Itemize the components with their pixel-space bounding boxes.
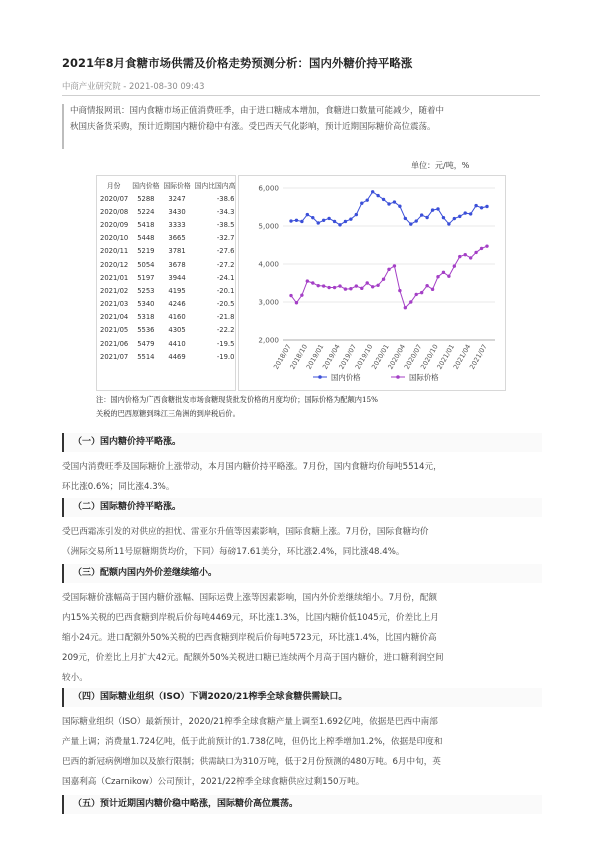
data-point bbox=[382, 278, 385, 281]
article-datetime: 2021-08-30 09:43 bbox=[129, 81, 205, 91]
section-paragraph bbox=[62, 522, 542, 562]
data-point bbox=[382, 198, 385, 201]
x-tick-label: 2019/07 bbox=[337, 343, 359, 371]
data-point bbox=[387, 202, 390, 205]
section-heading: （五）预计近期国内糖价稳中略涨，国际糖价高位震荡。 bbox=[62, 795, 542, 814]
x-tick-label: 2020/01 bbox=[370, 343, 391, 371]
paragraph-line: 209元，价差比上月扩大42元。配额外50%关税进口糖已连续两个月高于国内糖价，进口糖利润空间 bbox=[62, 653, 444, 663]
table-cell-month: 2021/04 bbox=[100, 313, 129, 322]
section-paragraph bbox=[62, 588, 542, 688]
paragraph-line: 较小。 bbox=[62, 673, 88, 683]
y-tick-label: 3,000 bbox=[258, 297, 279, 307]
data-point bbox=[458, 255, 461, 258]
data-point bbox=[393, 264, 396, 267]
table-row bbox=[97, 232, 237, 245]
data-point bbox=[349, 217, 352, 220]
data-point bbox=[420, 213, 423, 216]
table-cell-month: 2020/09 bbox=[100, 220, 129, 229]
table-row bbox=[97, 298, 237, 311]
data-point bbox=[485, 244, 488, 247]
y-tick-label: 4,000 bbox=[258, 259, 279, 269]
data-point bbox=[360, 287, 363, 290]
table-cell-intl: 3333 bbox=[168, 220, 186, 229]
paragraph-line: 缩小24元。进口配额外50%关税的巴西食糖到岸税后价每吨5723元，环比涨1.4%，比国内糖价高 bbox=[62, 633, 437, 643]
table-cell-intl: 4160 bbox=[168, 313, 186, 322]
table-cell-diff: -19.5 bbox=[216, 339, 235, 348]
table-cell-domestic: 5418 bbox=[137, 220, 155, 229]
table-row bbox=[97, 324, 237, 337]
paragraph-line: 巴西的新冠病例增加以及旅行限制；供需缺口为310万吨，低于2月份预测的480万吨。6月中旬，英 bbox=[62, 757, 441, 767]
x-tick-label: 2021/01 bbox=[435, 343, 457, 371]
data-point bbox=[344, 287, 347, 290]
y-tick-label: 6,000 bbox=[258, 183, 279, 193]
x-tick-label: 2021/07 bbox=[468, 343, 489, 371]
data-point bbox=[425, 216, 428, 219]
data-point bbox=[431, 208, 434, 211]
table-cell-domestic: 5448 bbox=[137, 234, 155, 243]
table-cell-diff: -27.6 bbox=[216, 247, 235, 256]
data-point bbox=[474, 251, 477, 254]
table-cell-intl: 3781 bbox=[168, 247, 186, 256]
data-point bbox=[398, 205, 401, 208]
intro-line: 中商情报网讯：国内食糖市场正值消费旺季，由于进口糖成本增加，食糖进口数量可能减少，随着中 bbox=[70, 106, 445, 116]
y-tick-label: 2,000 bbox=[258, 335, 279, 345]
meta-separator: - bbox=[123, 81, 127, 91]
x-tick-label: 2018/07 bbox=[272, 343, 293, 371]
x-tick-label: 2020/07 bbox=[402, 343, 424, 371]
x-tick-label: 2020/04 bbox=[386, 343, 408, 371]
data-point bbox=[480, 206, 483, 209]
data-point bbox=[447, 222, 450, 225]
data-point bbox=[371, 190, 374, 193]
data-point bbox=[366, 198, 369, 201]
data-point bbox=[311, 216, 314, 219]
table-cell-month: 2020/11 bbox=[100, 247, 129, 256]
article-source[interactable]: 中商产业研究院 bbox=[62, 81, 121, 91]
section-heading: （一）国内糖价持平略涨。 bbox=[62, 433, 542, 452]
data-point bbox=[355, 213, 358, 216]
table-cell-month: 2021/02 bbox=[100, 286, 129, 295]
data-point bbox=[415, 293, 418, 296]
section-heading: （四）国际糖业组织（ISO）下调2020/21榨季全球食糖供需缺口。 bbox=[62, 688, 542, 707]
paragraph-line: 内15%关税的巴西食糖到岸税后价每吨4469元，环比涨1.3%，比国内糖价低1045元，价差比上月 bbox=[62, 613, 439, 623]
table-cell-intl: 3678 bbox=[168, 260, 186, 269]
price-line-chart bbox=[239, 176, 505, 390]
table-cell-month: 2021/01 bbox=[100, 273, 129, 282]
data-point bbox=[398, 289, 401, 292]
x-tick-label: 2019/04 bbox=[321, 343, 342, 371]
section-heading: （二）国际糖价持平略涨。 bbox=[62, 498, 542, 517]
data-point bbox=[344, 220, 347, 223]
table-cell-diff: -38.6 bbox=[216, 194, 235, 203]
table-header-cell: 月份 bbox=[106, 182, 121, 190]
paragraph-line: 产量上调；消费量1.724亿吨，低于此前预计的1.738亿吨，但仍比上榨季增加1.2%，依据是印度和 bbox=[62, 737, 443, 747]
price-chart-panel bbox=[238, 175, 506, 391]
data-point bbox=[442, 216, 445, 219]
series-line bbox=[291, 192, 487, 225]
data-point bbox=[306, 213, 309, 216]
table-cell-diff: -24.1 bbox=[216, 273, 235, 282]
table-cell-diff: -21.8 bbox=[216, 313, 235, 322]
y-tick-label: 5,000 bbox=[258, 221, 279, 231]
section-paragraph bbox=[62, 457, 542, 497]
paragraph-line: 受国际糖价涨幅高于国内糖价涨幅、国际运费上涨等因素影响，国内外价差继续缩小。7月份，配额 bbox=[62, 593, 438, 603]
table-cell-diff: -20.5 bbox=[216, 300, 235, 309]
section-5 bbox=[62, 795, 542, 814]
paragraph-line: 国嘉利高（Czarnikow）公司预计，2021/22榨季全球食糖供应过剩150万吨。 bbox=[62, 777, 365, 787]
paragraph-line: 环比涨0.6%；同比涨4.3%。 bbox=[62, 482, 175, 492]
data-point bbox=[295, 301, 298, 304]
table-cell-intl: 4246 bbox=[168, 300, 186, 309]
x-tick-label: 2018/10 bbox=[288, 343, 310, 371]
table-header-cell: 国内价格 bbox=[132, 182, 160, 190]
data-point bbox=[458, 215, 461, 218]
data-point bbox=[311, 281, 314, 284]
x-tick-label: 2020/10 bbox=[419, 343, 440, 371]
data-point bbox=[453, 217, 456, 220]
table-body bbox=[97, 192, 237, 363]
data-point bbox=[404, 306, 407, 309]
paragraph-line: 受国内消费旺季及国际糖价上涨带动，本月国内糖价持平略涨。7月份，国内食糖均价每吨5514元， bbox=[62, 462, 442, 472]
figure-note bbox=[96, 393, 378, 420]
paragraph-line: 国际糖业组织（ISO）最新预计，2020/21榨季全球食糖产量上调至1.692亿吨，依据是巴西中南部 bbox=[62, 717, 438, 727]
table-cell-domestic: 5288 bbox=[137, 194, 155, 203]
data-point bbox=[480, 247, 483, 250]
data-point bbox=[355, 284, 358, 287]
table-row bbox=[97, 192, 237, 205]
table-cell-month: 2020/12 bbox=[100, 260, 129, 269]
data-point bbox=[360, 202, 363, 205]
table-cell-domestic: 5514 bbox=[137, 352, 155, 361]
table-row bbox=[97, 218, 237, 231]
data-point bbox=[404, 217, 407, 220]
data-point bbox=[442, 271, 445, 274]
table-cell-domestic: 5536 bbox=[137, 326, 155, 335]
data-point bbox=[306, 279, 309, 282]
data-point bbox=[317, 284, 320, 287]
table-cell-diff: -34.3 bbox=[216, 207, 235, 216]
data-point bbox=[464, 211, 467, 214]
data-point bbox=[425, 284, 428, 287]
table-row bbox=[97, 311, 237, 324]
data-point bbox=[464, 253, 467, 256]
data-point bbox=[338, 223, 341, 226]
data-point bbox=[409, 300, 412, 303]
data-point bbox=[436, 207, 439, 210]
note-line: 关税的巴西原糖到珠江三角洲的到岸税后价。 bbox=[96, 408, 240, 418]
data-point bbox=[376, 284, 379, 287]
table-header-row bbox=[97, 178, 237, 192]
table-cell-month: 2020/07 bbox=[100, 194, 129, 203]
figure-unit: 单位：元/吨，% bbox=[411, 161, 470, 170]
table-row bbox=[97, 245, 237, 258]
section-heading: （三）配额内国内外价差继续缩小。 bbox=[62, 564, 542, 583]
intro-block bbox=[62, 104, 544, 149]
divider bbox=[62, 95, 540, 96]
table-cell-domestic: 5318 bbox=[137, 313, 155, 322]
price-table bbox=[97, 178, 237, 363]
data-point bbox=[327, 286, 330, 289]
data-point bbox=[322, 284, 325, 287]
data-point bbox=[485, 205, 488, 208]
table-header-cell: 国内比国内高 bbox=[194, 182, 236, 190]
section-4 bbox=[62, 688, 542, 792]
table-cell-intl: 3944 bbox=[168, 273, 186, 282]
table-cell-domestic: 5340 bbox=[137, 300, 155, 309]
table-cell-domestic: 5253 bbox=[137, 286, 155, 295]
table-row bbox=[97, 205, 237, 218]
data-point bbox=[371, 285, 374, 288]
data-point bbox=[453, 264, 456, 267]
table-row bbox=[97, 258, 237, 271]
article-meta bbox=[62, 80, 204, 92]
table-cell-intl: 4469 bbox=[168, 352, 186, 361]
legend-label: 国内价格 bbox=[331, 373, 361, 382]
table-row bbox=[97, 350, 237, 363]
data-point bbox=[469, 212, 472, 215]
data-point bbox=[295, 219, 298, 222]
table-row bbox=[97, 337, 237, 350]
section-1 bbox=[62, 433, 542, 497]
table-cell-month: 2021/03 bbox=[100, 300, 129, 309]
data-point bbox=[474, 204, 477, 207]
table-cell-diff: -32.7 bbox=[216, 234, 235, 243]
data-point bbox=[469, 256, 472, 259]
table-cell-diff: -22.2 bbox=[216, 326, 235, 335]
figure bbox=[62, 157, 544, 420]
intro-line: 秋国庆备货采购，预计近期国内糖价稳中有涨。受巴西天气化影响，预计近期国际糖价高位震荡。 bbox=[70, 121, 436, 132]
data-point bbox=[420, 291, 423, 294]
legend-marker bbox=[318, 375, 322, 379]
paragraph-line: （洲际交易所11号原糖期货均价，下同）每磅17.61美分，环比涨2.4%，同比涨48.4%。 bbox=[62, 547, 405, 557]
table-cell-domestic: 5054 bbox=[137, 260, 155, 269]
data-point bbox=[333, 286, 336, 289]
table-cell-diff: -20.1 bbox=[216, 286, 235, 295]
section-2 bbox=[62, 498, 542, 562]
table-cell-month: 2020/08 bbox=[100, 207, 129, 216]
section-paragraph bbox=[62, 712, 542, 792]
data-point bbox=[327, 217, 330, 220]
table-cell-intl: 4410 bbox=[168, 339, 186, 348]
table-cell-domestic: 5224 bbox=[137, 207, 155, 216]
data-point bbox=[333, 220, 336, 223]
data-point bbox=[366, 281, 369, 284]
article-title: 2021年8月食糖市场供需及价格走势预测分析：国内外糖价持平略涨 bbox=[62, 56, 413, 70]
price-table-panel bbox=[96, 175, 236, 391]
data-point bbox=[447, 275, 450, 278]
legend-marker bbox=[396, 375, 400, 379]
table-cell-domestic: 5197 bbox=[137, 273, 155, 282]
data-point bbox=[436, 275, 439, 278]
table-row bbox=[97, 284, 237, 297]
data-point bbox=[300, 220, 303, 223]
x-tick-label: 2019/10 bbox=[353, 343, 375, 371]
data-point bbox=[349, 287, 352, 290]
table-row bbox=[97, 271, 237, 284]
data-point bbox=[409, 222, 412, 225]
table-cell-month: 2021/06 bbox=[100, 339, 129, 348]
data-point bbox=[431, 288, 434, 291]
data-point bbox=[317, 221, 320, 224]
table-cell-month: 2021/05 bbox=[100, 326, 129, 335]
data-point bbox=[393, 200, 396, 203]
table-header-cell: 国际价格 bbox=[163, 182, 191, 190]
data-point bbox=[415, 219, 418, 222]
table-cell-intl: 3430 bbox=[168, 207, 186, 216]
table-cell-domestic: 5479 bbox=[137, 339, 155, 348]
note-line: 注：国内价格为广西食糖批发市场食糖现货批发价格的月度均价；国际价格为配额内15% bbox=[96, 395, 378, 404]
table-cell-intl: 4195 bbox=[168, 286, 186, 295]
x-tick-label: 2019/01 bbox=[304, 343, 326, 371]
data-point bbox=[387, 268, 390, 271]
data-point bbox=[289, 219, 292, 222]
table-cell-diff: -19.0 bbox=[216, 352, 235, 361]
legend-label: 国际价格 bbox=[409, 373, 439, 382]
paragraph-line: 受巴西霜冻引发的对供应的担忧、雷亚尔升值等因素影响，国际食糖上涨。7月份，国际食糖均价 bbox=[62, 527, 429, 537]
table-cell-intl: 3665 bbox=[168, 234, 186, 243]
table-cell-diff: -38.5 bbox=[216, 220, 235, 229]
series-line bbox=[291, 246, 487, 308]
data-point bbox=[376, 194, 379, 197]
table-cell-diff: -27.2 bbox=[216, 260, 235, 269]
data-point bbox=[300, 293, 303, 296]
table-cell-intl: 4305 bbox=[168, 326, 186, 335]
x-tick-label: 2021/04 bbox=[451, 343, 473, 371]
table-cell-intl: 3247 bbox=[168, 194, 186, 203]
data-point bbox=[322, 219, 325, 222]
table-cell-month: 2021/07 bbox=[100, 352, 129, 361]
table-cell-month: 2020/10 bbox=[100, 234, 129, 243]
data-point bbox=[338, 284, 341, 287]
section-3 bbox=[62, 564, 542, 688]
table-cell-domestic: 5219 bbox=[137, 247, 155, 256]
data-point bbox=[289, 294, 292, 297]
